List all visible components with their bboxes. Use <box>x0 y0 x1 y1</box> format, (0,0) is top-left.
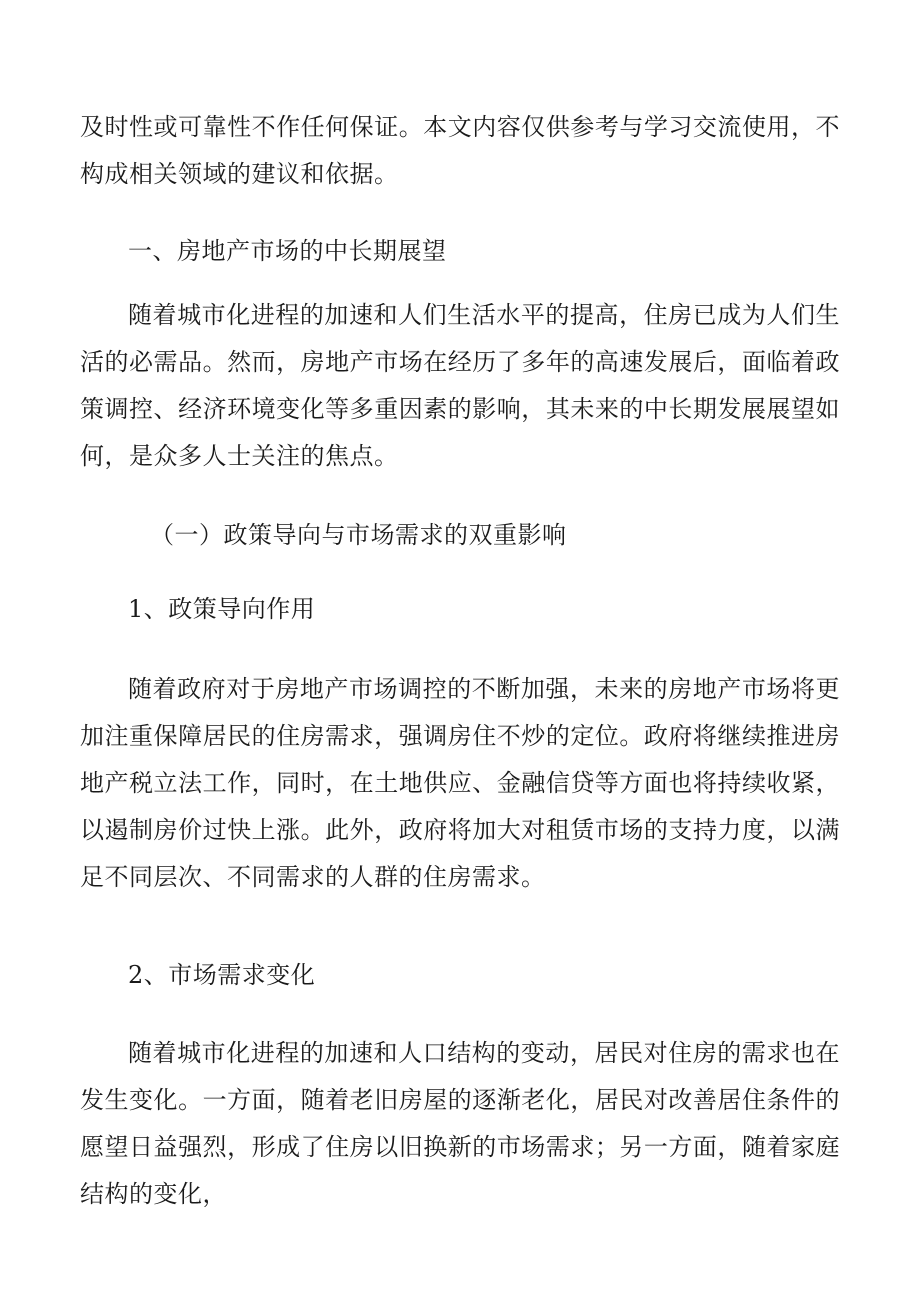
intro-paragraph: 及时性或可靠性不作任何保证。本文内容仅供参考与学习交流使用，不构成相关领域的建议和依据。 <box>80 113 840 188</box>
subsection-heading-1: （一）政策导向与市场需求的双重影响 <box>150 521 567 549</box>
item-heading-demand: 2、市场需求变化 <box>128 961 316 989</box>
paragraph-demand: 随着城市化进程的加速和人口结构的变动，居民对住房的需求也在发生变化。一方面，随着老旧房屋的逐渐老化，居民对改善居住条件的愿望日益强烈，形成了住房以旧换新的市场需求；另一方面，随着家庭结构的变化， <box>80 1039 840 1208</box>
item-heading-policy: 1、政策导向作用 <box>128 595 316 623</box>
paragraph-policy: 随着政府对于房地产市场调控的不断加强，未来的房地产市场将更加注重保障居民的住房需求，强调房住不炒的定位。政府将继续推进房地产税立法工作，同时，在土地供应、金融信贷等方面也将持续收紧，以遏制房价过快上涨。此外，政府将加大对租赁市场的支持力度，以满足不同层次、不同需求的人群的住房需求。 <box>80 675 840 891</box>
paragraph-overview: 随着城市化进程的加速和人们生活水平的提高，住房已成为人们生活的必需品。然而，房地产市场在经历了多年的高速发展后，面临着政策调控、经济环境变化等多重因素的影响，其未来的中长期发展展望如何，是众多人士关注的焦点。 <box>80 301 840 470</box>
section-heading-1: 一、房地产市场的中长期展望 <box>128 237 447 265</box>
